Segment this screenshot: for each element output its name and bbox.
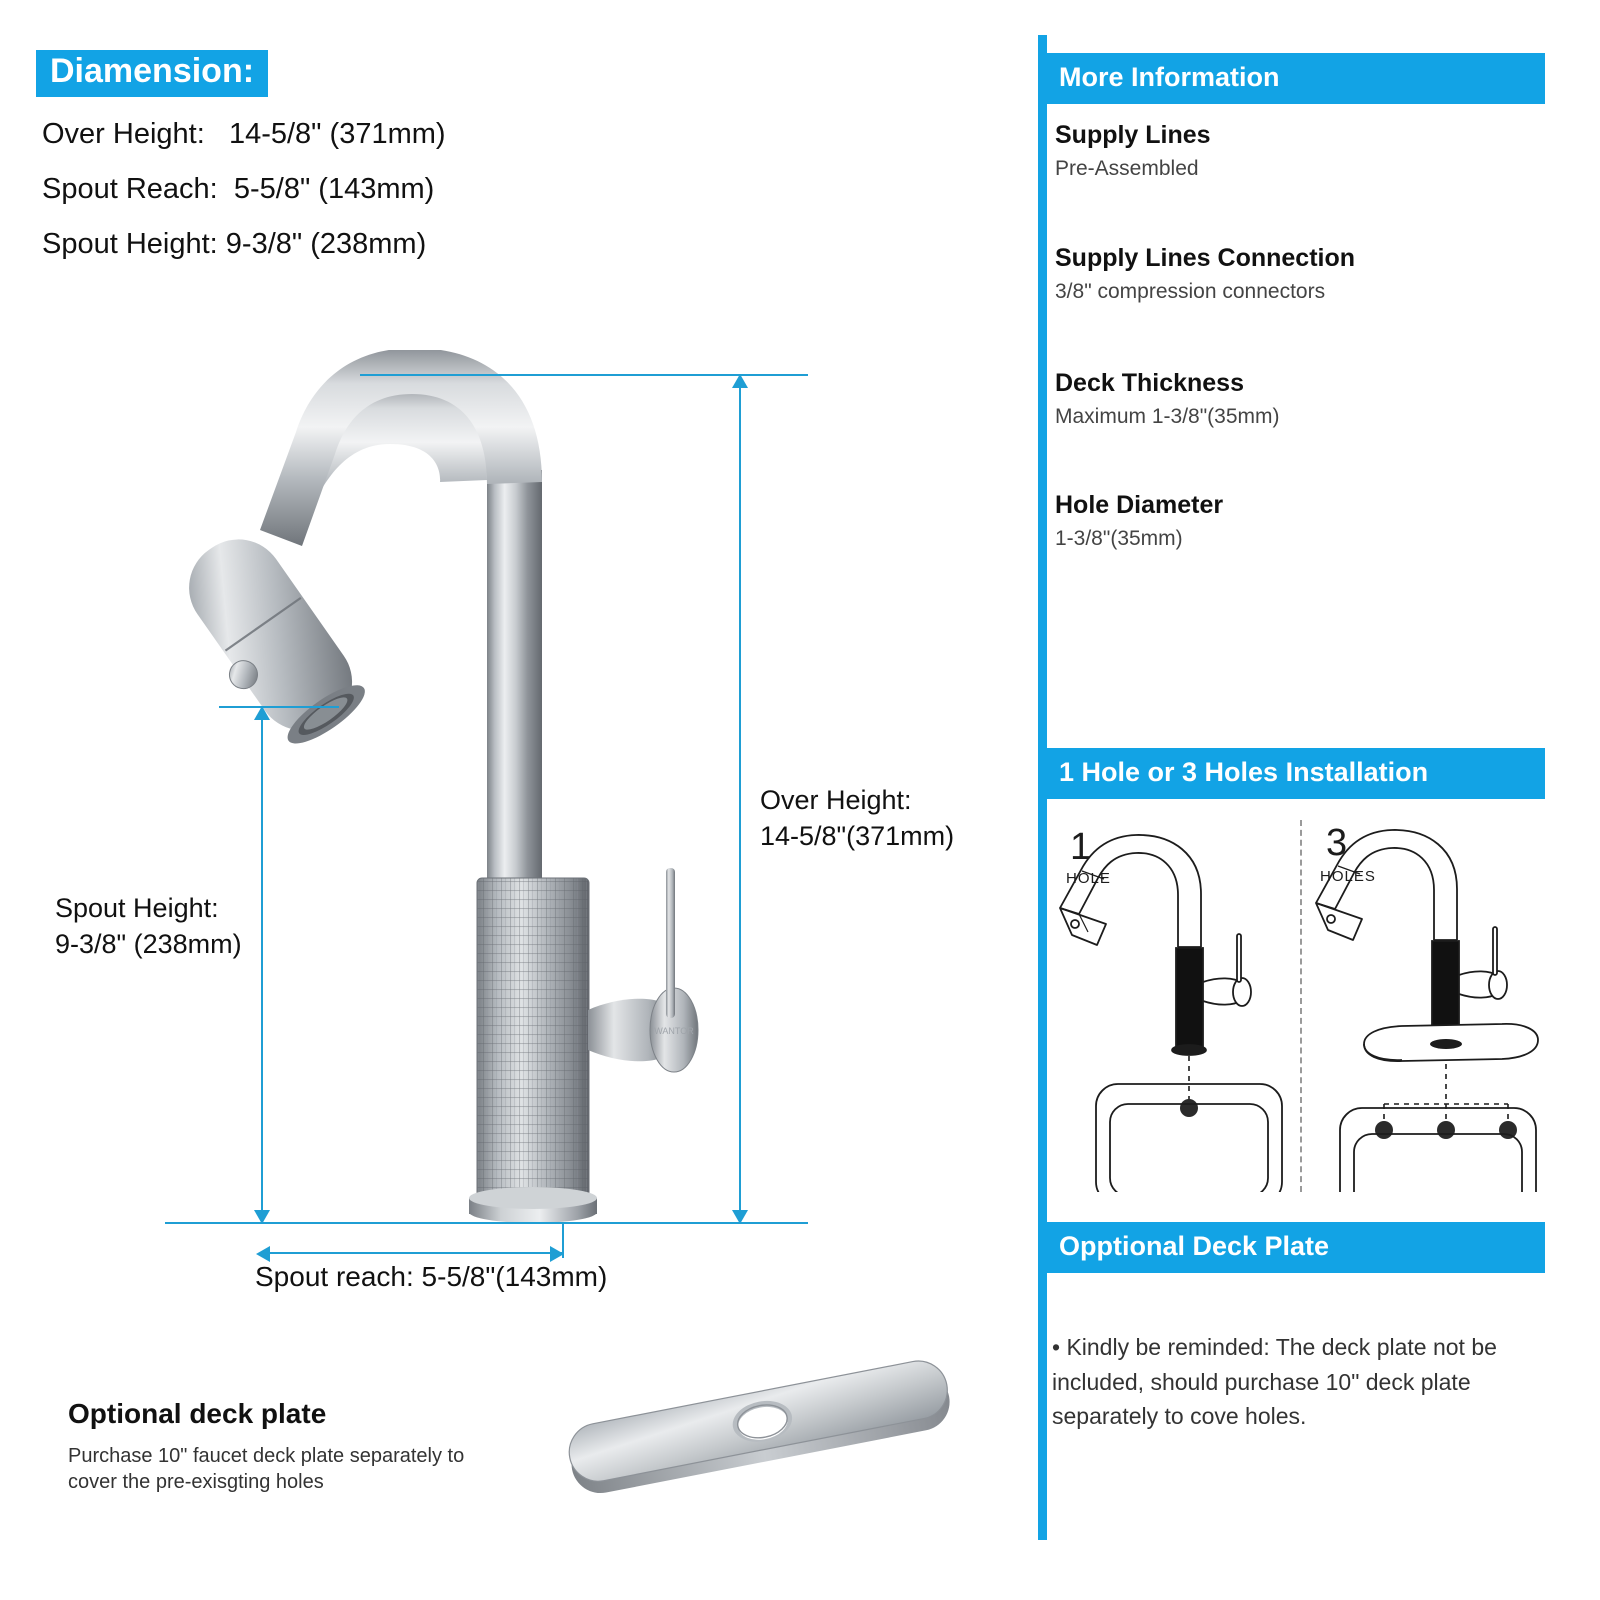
faucet-product-image [150,350,850,1250]
spec-deck-thickness [1055,368,1535,430]
installation-diagrams [1048,812,1548,1197]
spec-name: Deck Thickness [1055,369,1244,397]
spec-name: Supply Lines [1055,121,1211,149]
callout-over-height-line2: 14-5/8"(371mm) [760,821,955,852]
spec-value: Maximum 1-3/8"(35mm) [1055,405,1280,428]
arrow-over-height-bottom [732,1210,748,1224]
guide-line-spout-reach [262,1252,562,1254]
installation-header: 1 Hole or 3 Holes Installation [1045,748,1545,799]
three-holes-count: 3 [1326,822,1348,864]
svg-text:WANTOR: WANTOR [654,1026,694,1036]
spec-name: Supply Lines Connection [1055,244,1356,272]
one-hole-diagram [1048,812,1298,1192]
spec-value: 3/8" compression connectors [1055,280,1326,303]
spec-name: Hole Diameter [1055,491,1224,519]
spec-hole-diameter [1055,490,1535,552]
one-hole-count: 1 [1070,826,1092,868]
arrow-over-height-top [732,374,748,388]
one-hole-label: HOLE [1066,870,1111,887]
spec-supply-lines [1055,120,1535,182]
spec-value: Pre-Assembled [1055,157,1199,180]
dimension-spec-row: Spout Reach: 5-5/8" (143mm) [42,173,435,205]
three-holes-label: HOLES [1320,868,1376,885]
callout-over-height [760,782,954,855]
three-holes-diagram [1306,812,1556,1192]
dimension-spec-row: Spout Height: 9-3/8" (238mm) [42,228,427,260]
more-information-header: More Information [1045,53,1545,104]
callout-spout-height-line1: Spout Height: [55,893,219,923]
callout-spout-reach: Spout reach: 5-5/8"(143mm) [255,1261,608,1292]
opptional-deck-plate-bullet: • Kindly be reminded: The deck plate not be included, should purchase 10" deck plate separately to cove holes. [1052,1334,1497,1429]
deck-plate-image [540,1330,980,1530]
callout-spout-height [55,890,242,963]
guide-line-over-height [739,380,741,1218]
guide-line-spout-top [219,706,339,708]
arrow-spout-height-top [254,706,270,720]
opptional-deck-plate-header: Opptional Deck Plate [1045,1222,1545,1273]
callout-spout-height-line2: 9-3/8" (238mm) [55,929,242,960]
dimension-spec-list [42,118,662,283]
callout-over-height-line1: Over Height: [760,785,912,815]
dimension-title: Diamension: [36,50,268,97]
guide-line-spout-height [261,712,263,1218]
spec-supply-lines-connection [1055,243,1535,305]
installation-divider [1300,820,1302,1192]
arrow-spout-height-bottom [254,1210,270,1224]
dimension-spec-row: Over Height: 14-5/8" (371mm) [42,118,446,150]
spec-value: 1-3/8"(35mm) [1055,527,1183,550]
optional-deck-plate-title: Optional deck plate [68,1398,327,1429]
optional-deck-plate-description: Purchase 10" faucet deck plate separately to cover the pre-exisgting holes [68,1445,465,1493]
